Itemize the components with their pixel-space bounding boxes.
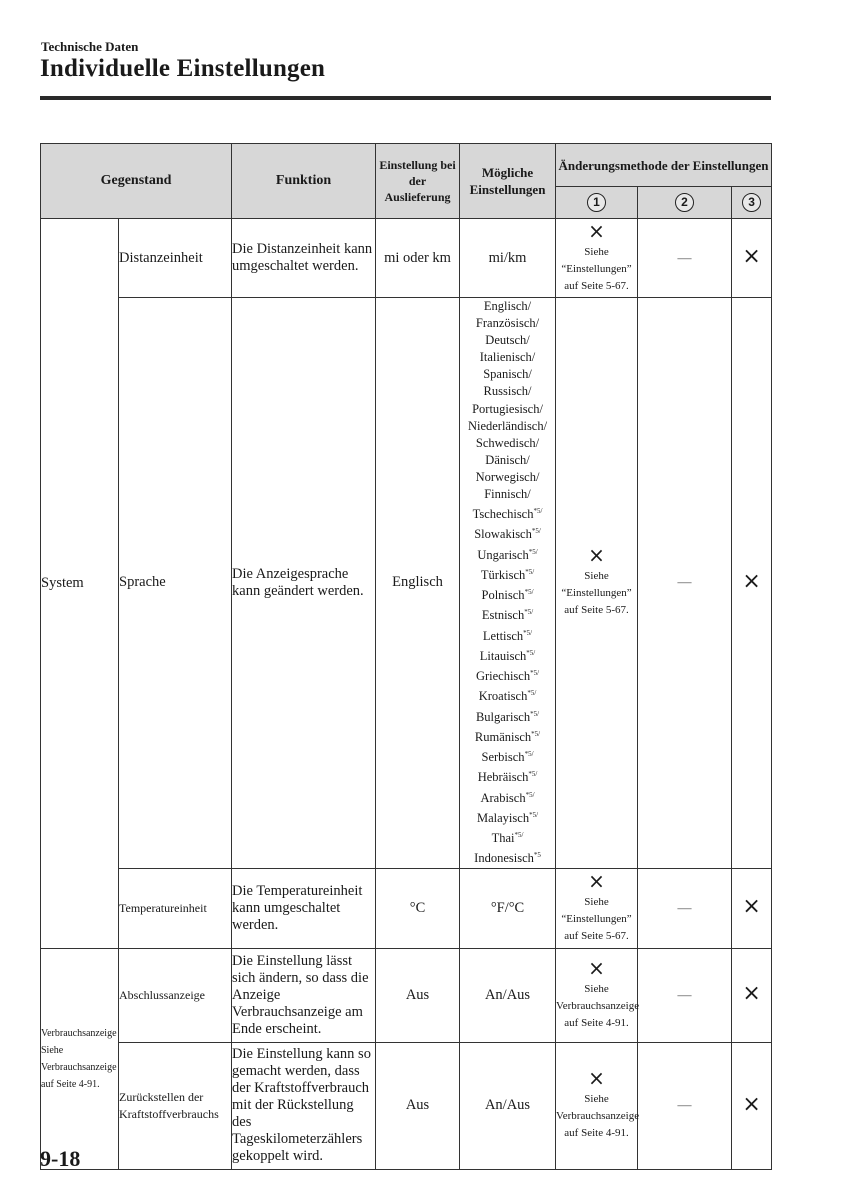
section-label: Technische Daten xyxy=(41,39,139,54)
method-page: auf Seite 4-91. xyxy=(564,1016,629,1029)
footnote-mark: *5/ xyxy=(524,750,534,759)
page-number: 9-18 xyxy=(40,1146,81,1171)
footnote-mark: *5/ xyxy=(523,628,533,637)
row-auslieferung: Aus xyxy=(376,1042,460,1169)
language-name: Bulgarisch xyxy=(475,709,531,724)
row-funktion: Distanzeinheit xyxy=(119,219,232,298)
language-name: Rumänisch xyxy=(474,730,532,745)
language-item xyxy=(460,625,555,645)
footnote-mark: *5/ xyxy=(533,507,543,516)
dash-mark: — xyxy=(677,1098,692,1114)
header-method-3 xyxy=(732,187,772,219)
row-funktion: Abschlussanzeige xyxy=(119,948,232,1042)
language-name: Englisch/ xyxy=(483,299,532,313)
row-moegliche: °F/°C xyxy=(460,868,556,948)
row-beschreibung: Die Distanzeinheit kann umgeschaltet werden. xyxy=(232,219,376,298)
title-divider xyxy=(40,96,771,100)
header-moegliche: Mögliche Einstellungen xyxy=(460,144,556,219)
cross-icon: × xyxy=(742,981,761,1007)
language-item xyxy=(460,469,555,486)
language-name: Malayisch xyxy=(477,811,530,826)
method-see: Siehe xyxy=(584,570,609,583)
language-item xyxy=(460,706,555,726)
language-item xyxy=(460,726,555,746)
language-name: Französisch/ xyxy=(475,316,540,331)
language-item xyxy=(460,766,555,786)
footnote-mark: *5/ xyxy=(527,689,537,698)
cross-icon: × xyxy=(588,1066,605,1091)
row-beschreibung: Die Anzeigesprache kann geändert werden. xyxy=(232,298,376,869)
language-name: Schwedisch/ xyxy=(475,435,540,450)
language-name: Ungarisch xyxy=(477,547,529,562)
language-item xyxy=(460,645,555,665)
language-item xyxy=(460,452,555,469)
language-name: Spanisch/ xyxy=(483,367,532,382)
row-method-2 xyxy=(638,1042,732,1169)
language-name: Lettisch xyxy=(482,628,524,643)
method-ref: “Einstellungen” xyxy=(561,912,632,925)
footnote-mark: *5/ xyxy=(530,669,540,678)
dash-mark: — xyxy=(677,575,692,591)
footnote-mark: *5/ xyxy=(528,547,538,556)
language-item xyxy=(460,503,555,523)
row-moegliche-languages xyxy=(460,298,556,869)
method-page: auf Seite 5-67. xyxy=(564,604,629,617)
method-ref: “Einstellungen” xyxy=(561,587,632,600)
footnote-mark: *5/ xyxy=(530,709,540,718)
language-item xyxy=(460,787,555,807)
row-funktion: Zurückstellen der Kraftstoffverbrauchs xyxy=(119,1042,232,1169)
footnote-mark: *5/ xyxy=(528,770,538,779)
language-item xyxy=(460,486,555,503)
footnote-mark: *5 xyxy=(533,851,541,860)
method-see: Siehe xyxy=(584,245,609,258)
language-item xyxy=(460,604,555,624)
language-name: Russisch/ xyxy=(483,384,532,399)
table-row xyxy=(41,1042,772,1169)
row-funktion: Temperatureinheit xyxy=(119,868,232,948)
row-moegliche: An/Aus xyxy=(460,1042,556,1169)
circled-number: 3 xyxy=(742,193,761,212)
cross-icon: × xyxy=(742,244,761,269)
language-name: Portugiesisch/ xyxy=(472,401,543,416)
language-item xyxy=(460,665,555,685)
language-item xyxy=(460,401,555,418)
settings-table xyxy=(40,143,772,1170)
row-method-3 xyxy=(732,1042,772,1169)
language-item xyxy=(460,332,555,349)
language-item xyxy=(460,298,555,315)
row-method-3 xyxy=(732,868,772,948)
language-name: Arabisch xyxy=(480,790,526,805)
language-item xyxy=(460,435,555,452)
method-see: Siehe xyxy=(584,895,609,908)
language-item xyxy=(460,807,555,827)
header-row xyxy=(41,144,772,187)
header-auslieferung: Einstellung bei der Auslieferung xyxy=(376,144,460,219)
row-method-2 xyxy=(638,868,732,948)
footnote-mark: *5/ xyxy=(529,810,539,819)
dash-mark: — xyxy=(677,987,692,1003)
language-item xyxy=(460,827,555,847)
row-method-1 xyxy=(556,868,638,948)
language-name: Italienisch/ xyxy=(479,350,536,365)
cross-icon: × xyxy=(588,543,605,568)
footnote-mark: *5/ xyxy=(525,567,535,576)
method-page: auf Seite 5-67. xyxy=(564,279,629,292)
language-item xyxy=(460,685,555,705)
row-method-2 xyxy=(638,948,732,1042)
cross-icon: × xyxy=(588,218,605,243)
language-name: Polnisch xyxy=(481,588,525,603)
group-system: System xyxy=(41,219,119,949)
row-method-1 xyxy=(556,1042,638,1169)
method-ref: Verbrauchsanzeige xyxy=(556,999,640,1012)
language-name: Finnisch/ xyxy=(484,487,531,502)
language-item xyxy=(460,418,555,435)
language-item xyxy=(460,315,555,332)
language-item xyxy=(460,564,555,584)
language-item xyxy=(460,383,555,400)
language-name: Serbisch xyxy=(481,750,525,765)
method-ref: Verbrauchsanzeige xyxy=(556,1110,640,1123)
row-moegliche: An/Aus xyxy=(460,948,556,1042)
header-aenderungsmethode: Änderungsmethode der Einstellungen xyxy=(556,144,772,187)
circled-number: 1 xyxy=(587,193,606,212)
header-gegenstand: Gegenstand xyxy=(41,144,232,219)
header-method-1 xyxy=(556,187,638,219)
language-name: Norwegisch/ xyxy=(475,469,540,484)
language-name: Slowakisch xyxy=(474,527,532,542)
language-item xyxy=(460,523,555,543)
table-row xyxy=(41,219,772,298)
row-auslieferung: Englisch xyxy=(376,298,460,869)
footnote-mark: *5/ xyxy=(524,608,534,617)
row-auslieferung: mi oder km xyxy=(376,219,460,298)
table-row xyxy=(41,868,772,948)
method-page: auf Seite 4-91. xyxy=(564,1127,629,1140)
row-method-3 xyxy=(732,298,772,869)
cross-icon: × xyxy=(588,955,605,980)
language-name: Estnisch xyxy=(481,608,525,623)
row-moegliche: mi/km xyxy=(460,219,556,298)
row-method-1 xyxy=(556,298,638,869)
row-method-1 xyxy=(556,219,638,298)
row-method-2 xyxy=(638,219,732,298)
footnote-mark: *5/ xyxy=(526,648,536,657)
row-beschreibung: Die Einstellung kann so gemacht werden, dass der Kraftstoffverbrauch mit der Rückstellung des Tageskilometerzählers gekoppelt wird. xyxy=(232,1042,376,1169)
language-item xyxy=(460,847,555,867)
language-item xyxy=(460,366,555,383)
language-item xyxy=(460,349,555,366)
language-name: Litauisch xyxy=(479,649,527,664)
language-name: Niederländisch/ xyxy=(467,418,548,433)
cross-icon: × xyxy=(588,868,605,893)
footnote-mark: *5/ xyxy=(531,527,541,536)
row-funktion: Sprache xyxy=(119,298,232,869)
language-name: Thai xyxy=(491,831,515,846)
dash-mark: — xyxy=(677,900,692,916)
page-title: Individuelle Einstellungen xyxy=(40,55,326,82)
group-verbrauchsanzeige: Verbrauchsanzeige Siehe Verbrauchsanzeige auf Seite 4-91. xyxy=(41,948,119,1169)
table-row xyxy=(41,298,772,869)
row-method-3 xyxy=(732,948,772,1042)
header-funktion: Funktion xyxy=(232,144,376,219)
row-auslieferung: Aus xyxy=(376,948,460,1042)
language-item xyxy=(460,584,555,604)
row-beschreibung: Die Temperatureinheit kann umgeschaltet werden. xyxy=(232,868,376,948)
row-auslieferung: °C xyxy=(376,868,460,948)
language-name: Türkisch xyxy=(480,568,526,583)
method-see: Siehe xyxy=(584,982,609,995)
cross-icon: × xyxy=(742,568,761,594)
language-name: Dänisch/ xyxy=(485,452,530,467)
cross-icon: × xyxy=(742,894,761,920)
language-name: Indonesisch xyxy=(474,851,534,866)
row-method-3 xyxy=(732,219,772,298)
method-ref: “Einstellungen” xyxy=(561,262,632,275)
footnote-mark: *5/ xyxy=(524,588,534,597)
row-beschreibung: Die Einstellung lässt sich ändern, so dass die Anzeige Verbrauchsanzeige am Ende erscheint. xyxy=(232,948,376,1042)
language-name: Tschechisch xyxy=(472,507,534,522)
method-page: auf Seite 5-67. xyxy=(564,929,629,942)
language-item xyxy=(460,544,555,564)
language-name: Deutsch/ xyxy=(485,333,530,348)
dash-mark: — xyxy=(677,250,692,266)
footnote-mark: *5/ xyxy=(531,729,541,738)
circled-number: 2 xyxy=(675,193,694,212)
footnote-mark: *5/ xyxy=(525,790,535,799)
language-name: Hebräisch xyxy=(477,770,529,785)
row-method-1 xyxy=(556,948,638,1042)
row-method-2 xyxy=(638,298,732,869)
language-name: Kroatisch xyxy=(478,689,528,704)
header-method-2 xyxy=(638,187,732,219)
language-item xyxy=(460,746,555,766)
language-name: Griechisch xyxy=(475,669,531,684)
table-row xyxy=(41,948,772,1042)
footnote-mark: *5/ xyxy=(514,831,524,840)
method-see: Siehe xyxy=(584,1093,609,1106)
cross-icon: × xyxy=(742,1091,761,1117)
